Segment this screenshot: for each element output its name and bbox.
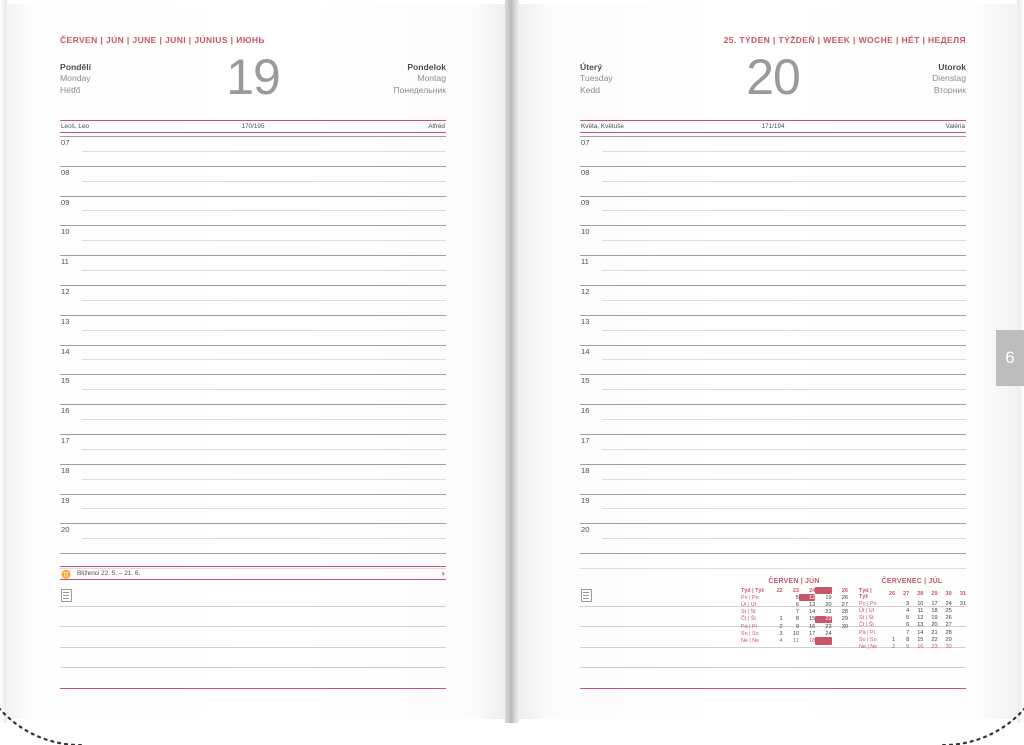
mini-calendar-cell	[952, 643, 966, 650]
mini-calendar-cell	[766, 609, 782, 616]
half-hour-rule	[82, 210, 446, 211]
mini-calendar-cell	[766, 594, 782, 601]
mini-calendar-cell: 22	[776, 587, 783, 594]
mini-calendar	[740, 578, 848, 651]
hour-rule	[60, 196, 446, 197]
mini-calendar-cell: 15	[917, 636, 924, 643]
mini-calendar-cell: 17	[931, 600, 938, 607]
hour-row[interactable]	[60, 285, 446, 315]
hour-rule	[580, 255, 966, 256]
hour-rule	[60, 225, 446, 226]
mini-calendar-cell: 26	[841, 594, 848, 601]
mini-calendar-row	[740, 601, 848, 608]
half-hour-rule	[82, 508, 446, 509]
left-day-name-hu: Hétfő	[60, 84, 81, 95]
mini-calendar-row-label: St | St	[859, 615, 874, 622]
hour-rule	[60, 255, 446, 256]
hour-row[interactable]	[60, 345, 446, 375]
left-hour-grid[interactable]	[60, 136, 446, 583]
mini-calendar-cell: 8	[795, 616, 799, 623]
mini-calendar-cell: 31	[959, 590, 966, 597]
mini-calendar-cell: 16	[917, 643, 924, 650]
half-hour-rule	[82, 181, 446, 182]
right-day-heading	[580, 49, 966, 114]
hour-rule	[580, 225, 966, 226]
mini-calendar-cell: 24	[825, 630, 832, 637]
mini-calendar-cell: 5	[906, 615, 910, 622]
mini-calendar-row-label: Čt | Št	[859, 622, 874, 629]
hour-rule	[580, 494, 966, 495]
left-nameday-strip	[60, 120, 446, 133]
mini-calendar-row-label: Ne | Ne	[859, 643, 878, 650]
left-day-name-sk: Pondelok	[407, 62, 446, 72]
mini-calendar-cell: 28	[945, 629, 952, 636]
note-icon	[61, 589, 72, 602]
half-hour-rule	[82, 151, 446, 152]
mini-calendar-cell: 16	[809, 623, 816, 630]
hour-label: 19	[61, 495, 70, 505]
mini-calendar-cell: 30	[945, 643, 952, 650]
mini-calendar-row-label: Út | Ut	[741, 601, 757, 608]
half-hour-rule	[82, 240, 446, 241]
left-day-name-en: Monday	[60, 73, 91, 84]
mini-calendar-cell: 10	[792, 630, 799, 637]
mini-calendar-cell: 9	[795, 623, 799, 630]
mini-calendar-cell: 19	[825, 594, 832, 601]
half-hour-rule	[602, 181, 966, 182]
mini-calendar-cell: 23	[931, 643, 938, 650]
note-icon	[581, 589, 592, 602]
mini-calendar-cell: 25	[815, 637, 831, 644]
mini-calendar-cell: 11	[917, 607, 924, 614]
mini-calendar-row-label: Týd | Týž	[859, 587, 872, 600]
hour-rule	[60, 166, 446, 167]
mini-calendars	[740, 578, 966, 651]
mini-calendar-row-label: Čt | Št	[741, 616, 756, 623]
mini-calendar-row-label: Po | Po	[741, 594, 759, 601]
hour-rule	[580, 523, 966, 524]
mini-calendar-row	[858, 607, 966, 614]
hour-label: 10	[581, 227, 590, 237]
mini-calendar-cell	[952, 636, 966, 643]
hour-label: 07	[581, 138, 590, 147]
half-hour-rule	[602, 449, 966, 450]
half-hour-rule	[602, 419, 966, 420]
mini-calendar-cell: 14	[809, 609, 816, 616]
mini-calendar-cell: 1	[891, 636, 896, 643]
hour-label: 13	[581, 316, 590, 326]
hour-rule	[580, 196, 966, 197]
hour-label: 20	[61, 525, 70, 535]
mini-calendar-cell: 26	[888, 590, 896, 597]
hour-row[interactable]	[60, 255, 446, 285]
half-hour-rule	[82, 389, 446, 390]
month-tab-label: 6	[1005, 348, 1015, 367]
right-nameday-strip	[580, 120, 966, 133]
hour-row[interactable]	[580, 464, 966, 494]
hour-row[interactable]	[60, 166, 446, 196]
hour-row[interactable]	[60, 225, 446, 255]
hour-row[interactable]	[580, 166, 966, 196]
hour-label: 12	[61, 286, 70, 296]
mini-calendar-cell: 9	[906, 643, 910, 650]
mini-calendar-row	[858, 622, 966, 629]
left-day-number: 19	[226, 49, 280, 105]
left-day-heading	[60, 49, 446, 114]
mini-calendar-row	[858, 636, 966, 643]
half-hour-rule	[82, 538, 446, 539]
mini-calendar-row	[858, 587, 966, 600]
hour-label: 08	[581, 167, 590, 177]
hour-rule	[60, 434, 446, 435]
right-day-name-cz: Úterý	[580, 62, 602, 72]
mini-calendar-row-label: Ne | Ne	[741, 637, 760, 644]
mini-calendar-row	[740, 623, 848, 630]
hour-label: 16	[61, 406, 70, 416]
mini-calendar-cell	[952, 629, 966, 636]
half-hour-rule	[602, 359, 966, 360]
left-day-name-de: Montag	[417, 73, 446, 84]
mini-calendar-cell: 18	[809, 637, 816, 644]
mini-calendar-cell: 21	[825, 609, 832, 616]
half-hour-rule	[602, 389, 966, 390]
hour-rule	[580, 374, 966, 375]
mini-calendar-row-label: Po | Po	[859, 600, 877, 607]
hour-label: 18	[581, 465, 590, 475]
left-nameday-cz: Leoš, Leo	[61, 123, 90, 130]
mini-calendar-row	[740, 594, 848, 601]
mini-calendar-cell: 26	[945, 615, 952, 622]
left-day-name-ru: Понедельник	[393, 84, 446, 95]
mini-calendar-cell: 6	[906, 622, 910, 629]
mini-calendar-cell: 24	[945, 600, 952, 607]
mini-calendar-cell: 18	[931, 607, 938, 614]
half-hour-rule	[602, 240, 966, 241]
hour-rule	[580, 136, 966, 137]
hour-row[interactable]	[60, 494, 446, 524]
hour-label: 18	[61, 465, 70, 475]
half-hour-rule	[602, 210, 966, 211]
hour-label: 14	[581, 346, 590, 356]
hour-rule	[580, 553, 966, 554]
half-hour-rule	[602, 508, 966, 509]
half-hour-rule	[82, 419, 446, 420]
mini-calendar-cell: 10	[917, 600, 924, 607]
hour-rule	[60, 285, 446, 286]
hour-rule	[60, 404, 446, 405]
month-header: ČERVEN | JÚN | JUNE | JUNI | JÚNIUS | ИЮНЬ	[60, 35, 265, 45]
right-day-of-year: 171/194	[761, 123, 785, 130]
note-line[interactable]	[60, 648, 446, 669]
note-line[interactable]	[60, 607, 446, 628]
right-nameday-cz: Květa, Květuše	[581, 123, 624, 130]
mini-calendar-cell: 27	[945, 622, 952, 629]
hour-row[interactable]	[580, 374, 966, 404]
mini-calendar-row-label: St | St	[741, 609, 756, 616]
mini-calendar-row-label: Út | Ut	[859, 607, 875, 614]
mini-calendar-row	[858, 615, 966, 622]
right-day-name-en: Tuesday	[580, 73, 613, 84]
mini-calendar-cell	[952, 622, 966, 629]
left-day-of-year: 170/195	[241, 123, 265, 130]
right-day-name-de: Dienstag	[932, 73, 966, 84]
hour-row[interactable]	[580, 404, 966, 434]
note-line[interactable]	[60, 627, 446, 648]
mini-calendar-cell: 13	[809, 601, 816, 608]
mini-calendar-cell: 15	[809, 616, 816, 623]
half-hour-rule	[82, 330, 446, 331]
left-nameday-sk: Alfréd	[428, 123, 445, 130]
mini-calendar-row	[740, 587, 848, 594]
hour-row[interactable]	[60, 404, 446, 434]
right-day-name-ru: Вторник	[933, 84, 966, 95]
mini-calendar-cell: 2	[891, 643, 896, 650]
mini-calendar-cell: 4	[779, 637, 783, 644]
mini-calendar-cell: 31	[959, 600, 966, 607]
right-day-number: 20	[746, 49, 800, 105]
hour-label: 07	[61, 138, 70, 147]
half-hour-rule	[82, 359, 446, 360]
mini-calendar-cell: 29	[931, 590, 938, 597]
hour-label: 17	[61, 435, 70, 445]
hour-rule	[60, 136, 446, 137]
mini-calendar-row	[740, 630, 848, 637]
hour-row[interactable]	[60, 136, 446, 166]
mini-calendar-row	[740, 609, 848, 616]
hour-label: 12	[581, 286, 590, 296]
mini-calendar-row	[858, 629, 966, 636]
mini-calendar-cell: 12	[917, 615, 924, 622]
note-line[interactable]	[580, 668, 966, 689]
hour-label: 11	[581, 257, 589, 267]
right-page-content	[580, 0, 966, 723]
hour-label: 11	[61, 257, 69, 267]
mini-calendar-cell: 7	[906, 629, 910, 636]
hour-row[interactable]	[580, 494, 966, 524]
mini-calendar-cell	[881, 622, 895, 629]
hour-row[interactable]	[580, 285, 966, 315]
hour-row[interactable]	[60, 196, 446, 226]
half-hour-rule	[82, 449, 446, 450]
mini-calendar-cell	[766, 601, 782, 608]
right-hour-grid[interactable]	[580, 136, 966, 583]
hour-row[interactable]	[60, 464, 446, 494]
hour-label: 16	[581, 406, 590, 416]
hour-rule	[580, 464, 966, 465]
hour-rule	[60, 345, 446, 346]
hour-label: 15	[581, 376, 590, 386]
mini-calendar-cell: 21	[931, 629, 938, 636]
mini-calendar-cell	[881, 600, 895, 607]
mini-calendar-cell	[881, 629, 895, 636]
mini-calendar-cell	[952, 607, 966, 614]
mini-calendar-cell: 6	[795, 601, 799, 608]
hour-row[interactable]	[60, 523, 446, 553]
hour-row[interactable]	[580, 255, 966, 285]
mini-calendar-table	[740, 587, 848, 645]
hour-label: 09	[61, 197, 70, 207]
mini-calendar-cell: 5	[795, 594, 799, 601]
hour-row[interactable]	[580, 345, 966, 375]
mini-calendar-row-label: Týd | Týž	[741, 587, 765, 594]
hour-row[interactable]	[580, 434, 966, 464]
mini-calendar-cell: 27	[903, 590, 910, 597]
hour-rule	[580, 345, 966, 346]
mini-calendar-cell: 26	[841, 587, 848, 594]
gemini-icon: ♊	[61, 569, 71, 579]
mini-calendar-cell: 19	[931, 615, 938, 622]
note-line[interactable]	[60, 586, 446, 607]
mini-calendar	[858, 578, 966, 651]
mini-calendar-row	[858, 643, 966, 650]
mini-calendar-cell: 24	[809, 587, 816, 594]
half-hour-rule	[82, 270, 446, 271]
half-hour-rule	[580, 568, 966, 569]
mini-calendar-cell: 30	[945, 590, 952, 597]
right-nameday-sk: Valéria	[945, 123, 965, 130]
hour-rule	[580, 315, 966, 316]
mini-calendar-cell: 27	[841, 601, 848, 608]
mini-calendar-title: ČERVEN | JÚN	[768, 578, 820, 585]
mini-calendar-cell	[881, 615, 895, 622]
left-notes-area[interactable]	[60, 586, 446, 689]
mini-calendar-row-label: Pá | Pi	[859, 629, 875, 636]
half-hour-rule	[82, 300, 446, 301]
mini-calendar-cell: 17	[809, 630, 816, 637]
mini-calendar-cell: 29	[945, 636, 952, 643]
mini-calendar-row-label: Pá | Pi	[741, 623, 757, 630]
note-line[interactable]	[60, 668, 446, 689]
half-hour-rule	[602, 538, 966, 539]
book-gutter	[505, 0, 519, 723]
mini-calendar-row	[740, 616, 848, 623]
mini-calendar-cell	[881, 607, 895, 614]
half-hour-rule	[602, 479, 966, 480]
mini-calendar-cell: 22	[931, 636, 938, 643]
hour-rule	[60, 523, 446, 524]
mini-calendar-cell: 1	[779, 616, 783, 623]
mini-calendar-cell: 23	[825, 623, 832, 630]
mini-calendar-cell: 25	[945, 607, 952, 614]
half-hour-rule	[602, 300, 966, 301]
mini-calendar-cell	[952, 615, 966, 622]
hour-rule	[580, 285, 966, 286]
hour-label: 13	[61, 316, 70, 326]
hour-label: 10	[61, 227, 70, 237]
mini-calendar-cell: 11	[793, 637, 799, 644]
hour-row[interactable]	[580, 225, 966, 255]
mini-calendar-cell: 29	[841, 616, 848, 623]
left-page-content	[60, 0, 446, 723]
mini-calendar-cell	[832, 630, 848, 637]
hour-row[interactable]	[60, 315, 446, 345]
mini-calendar-cell: 4	[906, 607, 910, 614]
hour-label: 19	[581, 495, 590, 505]
half-hour-rule	[602, 270, 966, 271]
week-header: 25. TÝDEN | TÝŽDEŇ | WEEK | WOCHE | HÉT | НЕДЕЛЯ	[723, 35, 966, 45]
zodiac-bar	[60, 566, 446, 580]
left-day-name-cz: Pondělí	[60, 62, 92, 72]
mini-calendar-row	[858, 600, 966, 607]
mini-calendar-cell	[832, 637, 848, 644]
hour-row[interactable]	[60, 434, 446, 464]
hour-row[interactable]	[580, 136, 966, 166]
hour-rule	[60, 494, 446, 495]
half-hour-rule	[82, 479, 446, 480]
right-day-name-sk: Utorok	[938, 62, 966, 72]
hour-label: 09	[581, 197, 590, 207]
hour-label: 14	[61, 346, 70, 356]
hour-rule	[60, 553, 446, 554]
hour-row[interactable]	[580, 315, 966, 345]
mini-calendar-cell: 25	[815, 587, 831, 594]
hour-label: 15	[61, 376, 70, 386]
moon-phase-icon: ◑	[440, 569, 445, 578]
mini-calendar-title: ČERVENEC | JÚL	[881, 578, 943, 585]
mini-calendar-row-label: So | So	[859, 636, 877, 643]
mini-calendar-cell: 28	[841, 609, 848, 616]
note-line[interactable]	[580, 648, 966, 669]
hour-label: 08	[61, 167, 70, 177]
mini-calendar-cell: 2	[779, 623, 783, 630]
mini-calendar-cell: 20	[931, 622, 938, 629]
mini-calendar-cell: 3	[906, 600, 910, 607]
mini-calendar-table	[858, 587, 966, 651]
hour-rule	[580, 404, 966, 405]
hour-label: 17	[581, 435, 590, 445]
half-hour-rule	[602, 151, 966, 152]
zodiac-text: Blíženci 22. 5. – 21. 6.	[77, 570, 141, 577]
mini-calendar-cell: 8	[906, 636, 910, 643]
month-tab[interactable]	[996, 330, 1024, 386]
hour-rule	[60, 315, 446, 316]
mini-calendar-cell: 3	[779, 630, 783, 637]
mini-calendar-cell: 13	[917, 622, 924, 629]
mini-calendar-cell: 20	[825, 601, 832, 608]
hour-row[interactable]	[580, 196, 966, 226]
mini-calendar-cell: 14	[917, 629, 924, 636]
hour-rule	[580, 434, 966, 435]
mini-calendar-cell: 12	[799, 594, 815, 601]
hour-label: 20	[581, 525, 590, 535]
mini-calendar-row	[740, 637, 848, 644]
half-hour-rule	[602, 330, 966, 331]
hour-rule	[580, 166, 966, 167]
hour-row[interactable]	[60, 374, 446, 404]
hour-rule	[60, 464, 446, 465]
mini-calendar-cell: 30	[841, 623, 848, 630]
mini-calendar-cell: 23	[792, 587, 799, 594]
right-day-name-hu: Kedd	[580, 84, 601, 95]
mini-calendar-cell: 22	[815, 616, 831, 623]
mini-calendar-row-label: So | So	[741, 630, 759, 637]
mini-calendar-cell: 7	[795, 609, 799, 616]
hour-rule	[60, 374, 446, 375]
mini-calendar-cell: 28	[917, 590, 924, 597]
hour-row[interactable]	[580, 523, 966, 553]
